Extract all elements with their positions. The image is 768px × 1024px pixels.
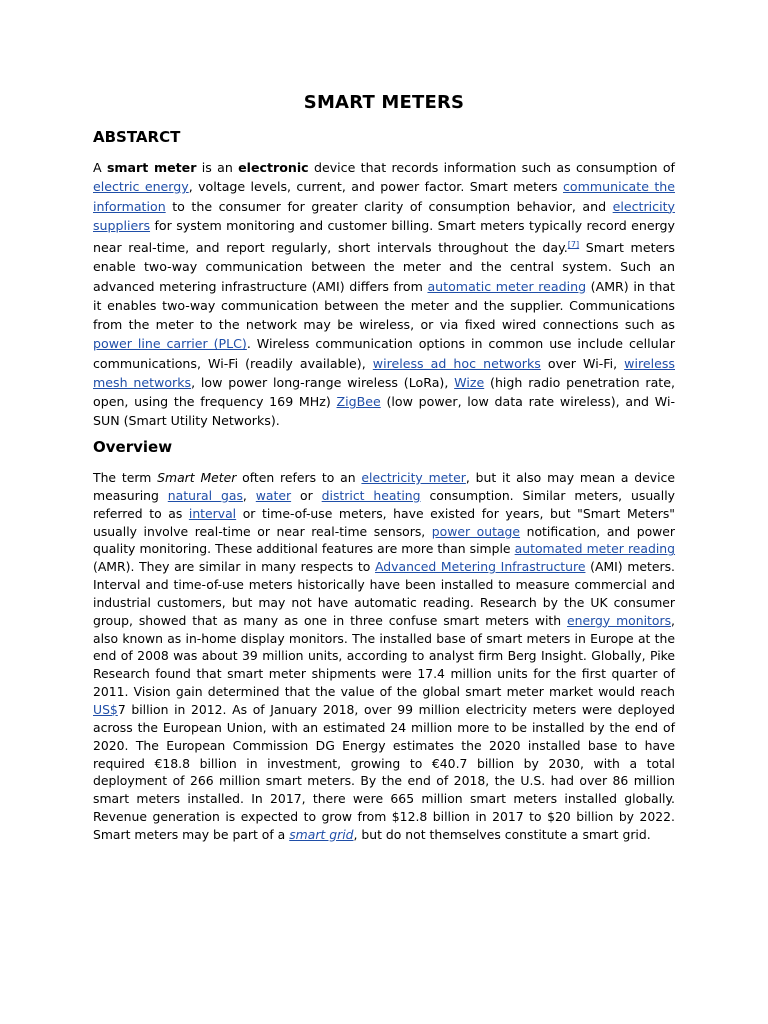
- text: notification, and power quality monitoring. These additional features are more than simple: [93, 523, 675, 557]
- text: is an: [196, 160, 239, 175]
- link-advanced-metering-infrastructure[interactable]: Advanced Metering Infrastructure: [375, 559, 586, 575]
- text: A: [93, 160, 107, 175]
- text: often refers to an: [236, 470, 362, 485]
- text: The term: [93, 470, 158, 485]
- text: , but do not themselves constitute a smart grid.: [353, 826, 651, 842]
- link-communicate-the-information[interactable]: communicate the information: [93, 179, 675, 214]
- link-natural-gas[interactable]: natural gas: [167, 487, 243, 503]
- abstract-paragraph: [93, 158, 675, 431]
- text: (AMI) meters. Interval and time-of-use meters historically have been installed to measure commercial and industrial customers, but may not have automatic reading. Research by the UK consumer group, showed that as many as one in three confuse smart meters with: [93, 559, 675, 628]
- term-smart-meter-italic: Smart Meter: [157, 470, 237, 485]
- text: (AMR) in that it enables two-way communication between the meter and the supplier. Communications from the meter to the network may be wireless, or via fixed wired connections such as: [93, 278, 675, 333]
- term-smart-meter: smart meter: [106, 160, 197, 175]
- text: to the consumer for greater clarity of consumption behavior, and: [165, 198, 613, 214]
- text: (AMR). They are similar in many respects to: [93, 559, 376, 575]
- text: Smart meters enable two-way communication between the meter and the central system. Such an advanced metering infrastructure (AMI) differs from: [93, 240, 675, 294]
- overview-paragraph: [93, 469, 675, 844]
- text: , low power long-range wireless (LoRa),: [191, 374, 455, 390]
- citation-7[interactable]: [7]: [567, 240, 580, 249]
- term-electronic: electronic: [238, 160, 309, 175]
- text: or: [291, 487, 322, 503]
- link-smart-grid[interactable]: smart grid: [289, 826, 354, 842]
- text: for system monitoring and customer billing. Smart meters typically record energy near real-time, and report regularly, short intervals throughout the day.: [93, 217, 675, 256]
- text: ,: [242, 487, 256, 503]
- text: (low power, low data rate wireless), and Wi-SUN (Smart Utility Networks).: [93, 394, 675, 429]
- link-wize[interactable]: Wize: [454, 374, 485, 390]
- link-power-outage[interactable]: power outage: [431, 523, 521, 539]
- text: device that records information such as consumption of: [308, 160, 675, 175]
- page-title: SMART METERS: [303, 92, 465, 113]
- link-water[interactable]: water: [255, 487, 292, 503]
- link-electric-energy[interactable]: electric energy: [93, 179, 189, 195]
- link-zigbee[interactable]: ZigBee: [336, 394, 381, 410]
- link-wireless-ad-hoc-networks[interactable]: wireless ad hoc networks: [372, 355, 541, 371]
- text: . Wireless communication options in common use include cellular communications, Wi-Fi (readily available),: [93, 336, 676, 371]
- link-power-line-carrier[interactable]: power line carrier (PLC): [93, 336, 247, 352]
- abstract-heading: ABSTARCT: [93, 128, 181, 146]
- link-electricity-meter[interactable]: electricity meter: [361, 470, 466, 485]
- text: , voltage levels, current, and power factor. Smart meters: [188, 179, 563, 195]
- text: consumption. Similar meters, usually referred to as: [93, 487, 675, 521]
- link-interval[interactable]: interval: [188, 505, 237, 521]
- link-wireless-mesh-networks[interactable]: wireless mesh networks: [93, 355, 675, 390]
- text: , also known as in-home display monitors. The installed base of smart meters in Europe at the end of 2008 was about 39 million units, according to analyst firm Berg Insight. Globally, Pike Research found that smart meter shipments were 17.4 million units for the first quarter of 2011. Vision gain determined that the value of the global smart meter market would reach: [93, 612, 675, 700]
- link-electricity-suppliers[interactable]: electricity suppliers: [93, 198, 675, 233]
- text: (high radio penetration rate, open, using the frequency 169 MHz): [93, 374, 675, 410]
- link-automated-meter-reading[interactable]: automated meter reading: [514, 541, 676, 557]
- link-district-heating[interactable]: district heating: [321, 487, 421, 503]
- text: , but it also may mean a device measuring: [93, 470, 675, 503]
- link-usd[interactable]: US$: [93, 701, 118, 717]
- link-automatic-meter-reading[interactable]: automatic meter reading: [427, 278, 587, 294]
- text: or time-of-use meters, have existed for years, but "Smart Meters" usually involve real-time or near real-time sensors,: [93, 505, 675, 539]
- text: 7 billion in 2012. As of January 2018, over 99 million electricity meters were deployed across the European Union, with an estimated 24 million more to be installed by the end of 2020. The European Commission DG Energy estimates the 2020 installed base to have required €18.8 billion in investment, growing to €40.7 billion by 2030, with a total deployment of 266 million smart meters. By the end of 2018, the U.S. had over 86 million smart meters installed. In 2017, there were 665 million smart meters installed globally. Revenue generation is expected to grow from $12.8 billion in 2017 to $20 billion by 2022. Smart meters may be part of a: [93, 701, 675, 842]
- overview-heading: Overview: [93, 438, 173, 456]
- link-energy-monitors[interactable]: energy monitors: [567, 612, 672, 628]
- text: over Wi-Fi,: [540, 355, 625, 371]
